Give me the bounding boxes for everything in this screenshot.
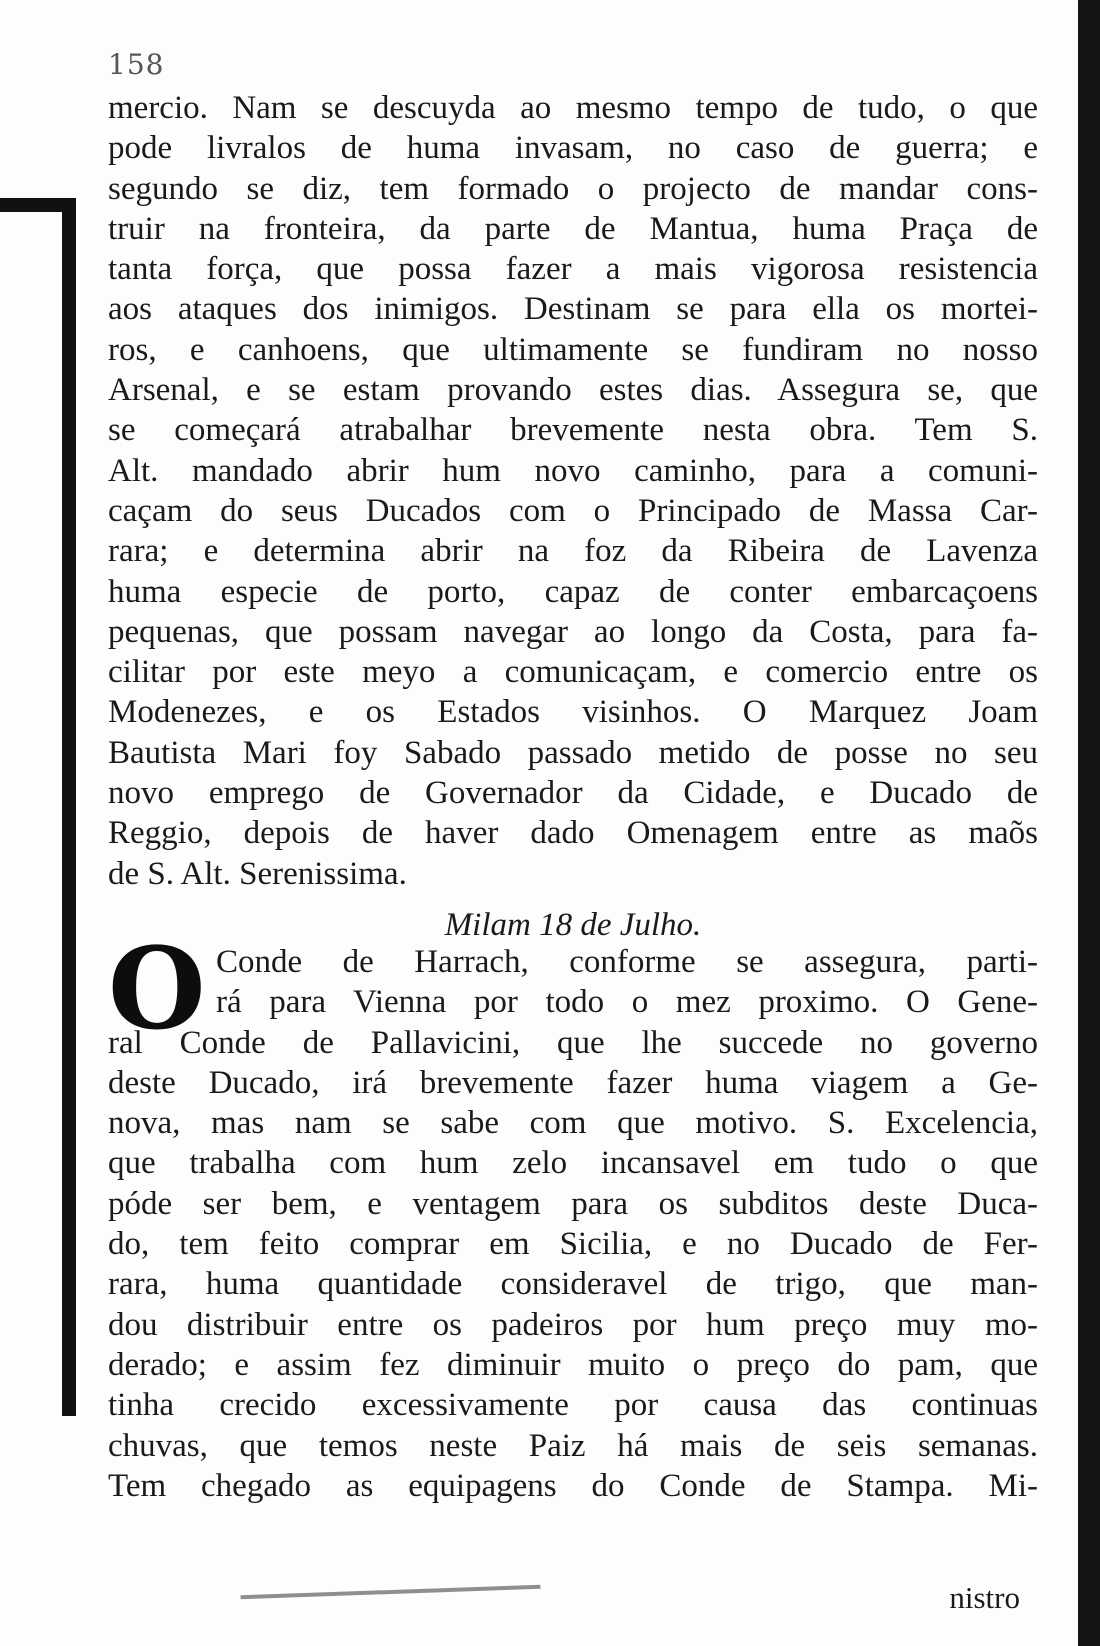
text-line: ral Conde de Pallavicini, que lhe succede no governo <box>108 1024 1038 1061</box>
drop-cap: O <box>108 924 206 1055</box>
margin-bracket-vertical <box>62 198 76 1416</box>
page-number: 158 <box>108 48 165 81</box>
dateline-milan: Milam 18 de Julho. <box>444 907 702 943</box>
text-line: novo emprego de Governador da Cidade, e Ducado de <box>108 775 1038 812</box>
text-line: nova, mas nam se sabe com que motivo. S. Excelencia, <box>108 1105 1038 1142</box>
text-line: do, tem feito comprar em Sicilia, e no Ducado de Fer- <box>108 1226 1038 1263</box>
text-line: ros, e canhoens, que ultimamente se fundiram no nosso <box>108 331 1038 368</box>
text-line: rara, huma quantidade consideravel de trigo, que man- <box>108 1266 1038 1303</box>
text-line: caçam do seus Ducados com o Principado de Massa Car- <box>108 492 1038 529</box>
text-line: tinha crecido excessivamente por causa das continuas <box>108 1387 1038 1424</box>
text-line: Modenezes, e os Estados visinhos. O Marquez Joam <box>108 694 1038 731</box>
text-line: chuvas, que temos neste Paiz há mais de seis semanas. <box>108 1427 1038 1464</box>
text-line: Alt. mandado abrir hum novo caminho, para a comuni- <box>108 452 1038 489</box>
text-line: aos ataques dos inimigos. Destinam se para ella os mortei- <box>108 291 1038 328</box>
text-line: Arsenal, e se estam provando estes dias. Assegura se, que <box>108 372 1038 409</box>
text-line: póde ser bem, e ventagem para os subditos deste Duca- <box>108 1185 1038 1222</box>
text-line: rá para Vienna por todo o mez proximo. O Gene- <box>216 984 1038 1021</box>
paragraph-modena <box>108 88 1038 894</box>
text-line: mercio. Nam se descuyda ao mesmo tempo de tudo, o que <box>108 90 1038 126</box>
text-line: rara; e determina abrir na foz da Ribeira de Lavenza <box>108 533 1038 570</box>
text-line: que trabalha com hum zelo incansavel em tudo o que <box>108 1145 1038 1182</box>
text-line: de S. Alt. Serenissima. <box>108 855 407 892</box>
page-edge-shadow <box>1078 0 1100 1646</box>
text-line: Reggio, depois de haver dado Omenagem entre as maõs <box>108 815 1038 852</box>
text-line: Bautista Mari foy Sabado passado metido de posse no seu <box>108 734 1038 771</box>
text-line: pequenas, que possam navegar ao longo da Costa, para fa- <box>108 613 1038 650</box>
text-line: deste Ducado, irá brevemente fazer huma viagem a Ge- <box>108 1064 1038 1101</box>
text-line: cilitar por este meyo a comunicaçam, e comercio entre os <box>108 654 1038 691</box>
text-line: pode livralos de huma invasam, no caso de guerra; e <box>108 130 1038 167</box>
catchword: nistro <box>949 1580 1020 1615</box>
ink-smudge <box>239 1555 540 1599</box>
text-line: truir na fronteira, da parte de Mantua, huma Praça de <box>108 210 1038 247</box>
text-line: Tem chegado as equipagens do Conde de Stampa. Mi- <box>108 1467 1038 1504</box>
text-line: se começará atrabalhar brevemente nesta obra. Tem S. <box>108 412 1038 449</box>
text-line: huma especie de porto, capaz de conter embarcaçoens <box>108 573 1038 610</box>
text-line: derado; e assim fez diminuir muito o preço do pam, que <box>108 1346 1038 1383</box>
text-line: Conde de Harrach, conforme se assegura, parti- <box>216 944 1038 980</box>
text-line: tanta força, que possa fazer a mais vigorosa resistencia <box>108 251 1038 288</box>
text-line: segundo se diz, tem formado o projecto de mandar cons- <box>108 170 1038 207</box>
text-line: dou distribuir entre os padeiros por hum preço muy mo- <box>108 1306 1038 1343</box>
